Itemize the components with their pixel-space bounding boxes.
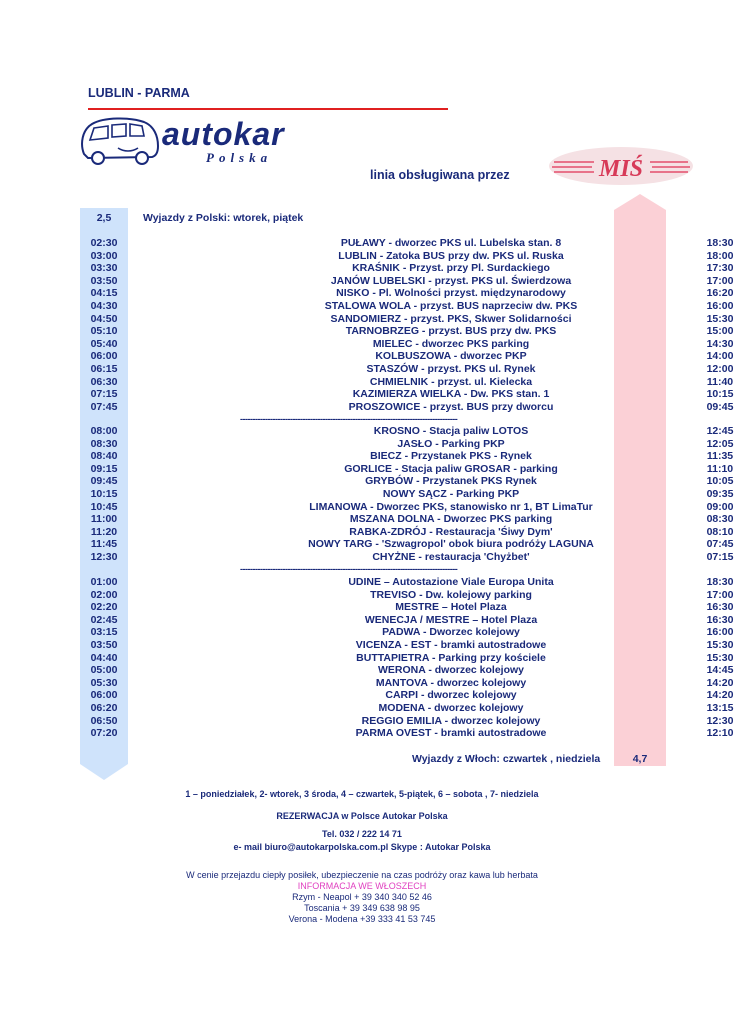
stop-name: PROSZOWICE - przyst. BUS przy dworcu	[348, 400, 554, 413]
outbound-time: 03:50	[90, 639, 118, 651]
section-separator: ---------------------------------------------------------------------------------------	[240, 564, 458, 574]
mis-logo	[548, 146, 694, 186]
table-row	[80, 488, 734, 501]
outbound-time: 05:10	[90, 325, 118, 338]
stop-name: KROSNO - Stacja paliw LOTOS	[373, 425, 529, 437]
return-time: 17:00	[706, 274, 734, 287]
stop-name: KOLBUSZOWA - dworzec PKP	[375, 350, 527, 363]
table-row	[80, 727, 734, 740]
stop-name: BIECZ - Przystanek PKS - Rynek	[370, 450, 532, 463]
logo-subtitle: Polska	[206, 150, 273, 165]
return-time: 14:30	[706, 337, 734, 350]
return-time: 12:10	[706, 727, 734, 740]
table-row	[80, 702, 734, 715]
table-row	[80, 651, 734, 665]
table-row	[80, 576, 734, 589]
stop-name: WENECJA / MESTRE – Hotel Plaza	[364, 613, 538, 626]
table-row	[80, 337, 734, 351]
table-row	[80, 462, 734, 476]
outbound-time: 09:15	[90, 462, 118, 475]
outbound-time: 05:30	[90, 676, 118, 689]
outbound-time: 06:50	[90, 714, 118, 727]
mis-logo-text: MIŚ	[598, 156, 644, 182]
return-time: 18:30	[706, 237, 734, 249]
return-time: 15:30	[706, 639, 734, 651]
return-time: 14:20	[706, 676, 734, 689]
stop-name: PADWA - Dworzec kolejowy	[382, 626, 520, 639]
outbound-time: 03:15	[90, 626, 118, 639]
outbound-time: 06:00	[90, 350, 118, 363]
stop-name: REGGIO EMILIA - dworzec kolejowy	[361, 714, 541, 727]
operator-caption: linia obsługiwana przez	[370, 168, 510, 182]
stop-name: JANÓW LUBELSKI - przyst. PKS ul. Świerdzowa	[330, 274, 572, 287]
table-row	[80, 626, 734, 639]
return-time: 12:45	[706, 425, 734, 437]
table-row	[80, 237, 734, 250]
stop-name: LUBLIN - Zatoka BUS przy dw. PKS ul. Ruska	[338, 249, 564, 262]
table-row	[80, 525, 734, 539]
table-row	[80, 388, 734, 401]
outbound-time: 05:40	[90, 337, 118, 350]
stop-name: CHMIELNIK - przyst. ul. Kielecka	[369, 375, 533, 388]
contact-line: Toscania + 39 349 638 98 95	[304, 903, 420, 913]
stop-name: TREVISO - Dw. kolejowy parking	[370, 588, 532, 601]
stop-name: UDINE – Autostazione Viale Europa Unita	[348, 576, 554, 588]
contact-line: Verona - Modena +39 333 41 53 745	[288, 914, 436, 924]
return-time: 15:30	[706, 651, 734, 664]
return-time: 15:00	[706, 325, 734, 338]
outbound-time: 02:20	[90, 601, 118, 614]
stop-name: MODENA - dworzec kolejowy	[378, 702, 524, 714]
table-row	[80, 375, 734, 389]
stop-name: PARMA OVEST - bramki autostradowe	[355, 727, 547, 740]
return-time: 11:40	[706, 375, 734, 388]
table-row	[80, 689, 734, 702]
outbound-time: 04:40	[90, 651, 118, 664]
table-row	[80, 601, 734, 614]
outbound-time: 03:00	[90, 249, 118, 262]
stop-name: KRAŚNIK - Przyst. przy Pl. Surdackiego	[352, 262, 550, 275]
stop-name: STALOWA WOLA - przyst. BUS naprzeciw dw. PKS	[324, 300, 578, 312]
stop-name: MANTOVA - dworzec kolejowy	[375, 676, 527, 689]
outbound-time: 11:20	[90, 525, 118, 538]
stop-name: LIMANOWA - Dworzec PKS, stanowisko nr 1, BT LimaTur	[309, 500, 593, 513]
return-time: 08:10	[706, 525, 734, 538]
outbound-time: 02:30	[90, 237, 118, 249]
table-row	[80, 363, 734, 376]
stop-name: NOWY TARG - 'Szwagropol' obok biura podróży LAGUNA	[308, 538, 594, 551]
return-time: 16:30	[706, 601, 734, 614]
stop-name: CARPI - dworzec kolejowy	[385, 689, 517, 702]
table-row	[80, 613, 734, 627]
stop-name: CHYŻNE - restauracja 'Chyżbet'	[372, 551, 530, 563]
outbound-time: 03:50	[90, 274, 118, 287]
return-time: 11:35	[706, 450, 734, 463]
header-divider	[88, 108, 448, 110]
table-row	[80, 714, 734, 728]
outbound-time: 04:50	[90, 312, 118, 325]
return-time: 14:00	[706, 350, 734, 363]
return-time: 07:45	[706, 538, 734, 551]
autokar-polska-logo	[78, 114, 308, 170]
stop-name: SANDOMIERZ - przyst. PKS, Skwer Solidarności	[330, 312, 572, 325]
return-time: 14:45	[706, 664, 734, 677]
return-time: 14:20	[706, 689, 734, 702]
outbound-time: 02:00	[90, 588, 118, 601]
table-row	[80, 274, 734, 288]
outbound-time: 06:20	[90, 702, 118, 714]
table-row	[80, 500, 734, 514]
outbound-time: 08:00	[90, 425, 118, 437]
table-row	[80, 551, 734, 564]
stop-name: RABKA-ZDRÓJ - Restauracja 'Śiwy Dym'	[349, 525, 553, 538]
table-row	[80, 538, 734, 551]
table-row	[80, 664, 734, 677]
outbound-time: 06:15	[90, 363, 118, 375]
return-time: 09:45	[706, 400, 734, 413]
logo-wordmark: autokar	[162, 116, 285, 152]
outbound-time: 06:00	[90, 689, 118, 702]
stop-name: BUTTAPIETRA - Parking przy kościele	[356, 651, 546, 664]
table-row	[80, 287, 734, 300]
table-row	[80, 262, 734, 275]
table-row	[80, 639, 734, 652]
outbound-time: 12:30	[90, 551, 118, 563]
route-title: LUBLIN - PARMA	[88, 86, 190, 100]
outbound-time: 10:45	[90, 500, 118, 513]
outbound-time: 08:40	[90, 450, 118, 463]
table-row	[80, 588, 734, 602]
outbound-time: 07:45	[90, 400, 118, 413]
outbound-time: 08:30	[90, 437, 118, 450]
outbound-time: 04:30	[90, 300, 118, 312]
amenities-note: W cenie przejazdu ciepły posiłek, ubezpieczenie na czas podróży oraz kawa lub herbata	[186, 870, 538, 880]
return-time: 18:00	[706, 249, 734, 262]
stop-name: NISKO - Pl. Wolności przyst. międzynarodowy	[336, 287, 566, 300]
table-row	[80, 325, 734, 338]
section-separator: ---------------------------------------------------------------------------------------	[240, 414, 458, 424]
outbound-time: 03:30	[90, 262, 118, 275]
return-days-label: Wyjazdy z Włoch: czwartek , niedziela	[412, 753, 601, 765]
return-time: 12:05	[706, 437, 734, 450]
stop-name: JASŁO - Parking PKP	[397, 437, 505, 450]
day-legend: 1 – poniedziałek, 2- wtorek, 3 środa, 4 – czwartek, 5-piątek, 6 – sobota , 7- niedziela	[185, 789, 539, 799]
bus-icon	[78, 114, 162, 166]
stop-name: PUŁAWY - dworzec PKS ul. Lubelska stan. 8	[340, 237, 562, 249]
table-row	[80, 450, 734, 463]
return-time: 18:30	[706, 576, 734, 588]
outbound-time: 01:00	[90, 576, 118, 588]
outbound-time: 09:45	[90, 475, 118, 488]
stop-name: TARNOBRZEG - przyst. BUS przy dw. PKS	[345, 325, 557, 338]
return-time: 16:00	[706, 300, 734, 312]
stop-name: MSZANA DOLNA - Dworzec PKS parking	[349, 513, 553, 526]
stop-name: WERONA - dworzec kolejowy	[377, 664, 525, 677]
return-time: 17:30	[706, 262, 734, 275]
table-row	[80, 312, 734, 326]
return-time: 08:30	[706, 513, 734, 526]
contact-line: Rzym - Neapol + 39 340 340 52 46	[292, 892, 432, 902]
table-row	[80, 437, 734, 451]
return-time: 10:15	[706, 388, 734, 401]
outbound-time: 05:00	[90, 664, 118, 677]
reservation-line: REZERWACJA w Polsce Autokar Polska	[276, 811, 448, 821]
outbound-time: 06:30	[90, 375, 118, 388]
return-time: 11:10	[706, 462, 734, 475]
return-time: 09:35	[706, 488, 734, 500]
stop-name: VICENZA - EST - bramki autostradowe	[355, 639, 547, 651]
return-time: 16:30	[706, 613, 734, 626]
return-time: 16:00	[706, 626, 734, 639]
departure-days-code: 2,5	[96, 212, 112, 224]
outbound-time: 10:15	[90, 488, 118, 500]
table-row	[80, 425, 734, 438]
table-row	[80, 475, 734, 488]
outbound-time: 11:45	[90, 538, 118, 551]
stop-name: GORLICE - Stacja paliw GROSAR - parking	[344, 462, 558, 475]
return-time: 16:20	[706, 287, 734, 300]
email-skype: e- mail biuro@autokarpolska.com.pl Skype : Autokar Polska	[233, 842, 491, 852]
outbound-time: 11:00	[90, 513, 118, 526]
stop-name: GRYBÓW - Przystanek PKS Rynek	[365, 475, 537, 488]
phone-number: Tel. 032 / 222 14 71	[322, 829, 402, 839]
stop-name: MESTRE – Hotel Plaza	[395, 601, 507, 614]
table-row	[80, 249, 734, 263]
stop-name: KAZIMIERZA WIELKA - Dw. PKS stan. 1	[352, 388, 550, 401]
return-days-code: 4,7	[632, 753, 648, 765]
return-time: 12:30	[706, 714, 734, 727]
table-row	[80, 513, 734, 526]
stop-name: MIELEC - dworzec PKS parking	[372, 337, 530, 350]
outbound-time: 07:20	[90, 727, 118, 740]
return-time: 15:30	[706, 312, 734, 325]
return-time: 09:00	[706, 500, 734, 513]
stop-name: NOWY SĄCZ - Parking PKP	[382, 488, 520, 500]
return-time: 07:15	[706, 551, 734, 563]
outbound-time: 04:15	[90, 287, 118, 300]
table-row	[80, 350, 734, 363]
table-row	[80, 300, 734, 313]
stop-name: STASZÓW - przyst. PKS ul. Rynek	[366, 363, 536, 375]
return-time: 12:00	[706, 363, 734, 375]
return-time: 13:15	[706, 702, 734, 714]
table-row	[80, 676, 734, 690]
departure-days-label: Wyjazdy z Polski: wtorek, piątek	[143, 212, 304, 224]
italy-info-title: INFORMACJA WE WŁOSZECH	[297, 881, 427, 891]
return-time: 10:05	[706, 475, 734, 488]
table-row	[80, 400, 734, 414]
return-time: 17:00	[706, 588, 734, 601]
outbound-time: 02:45	[90, 613, 118, 626]
outbound-time: 07:15	[90, 388, 118, 401]
